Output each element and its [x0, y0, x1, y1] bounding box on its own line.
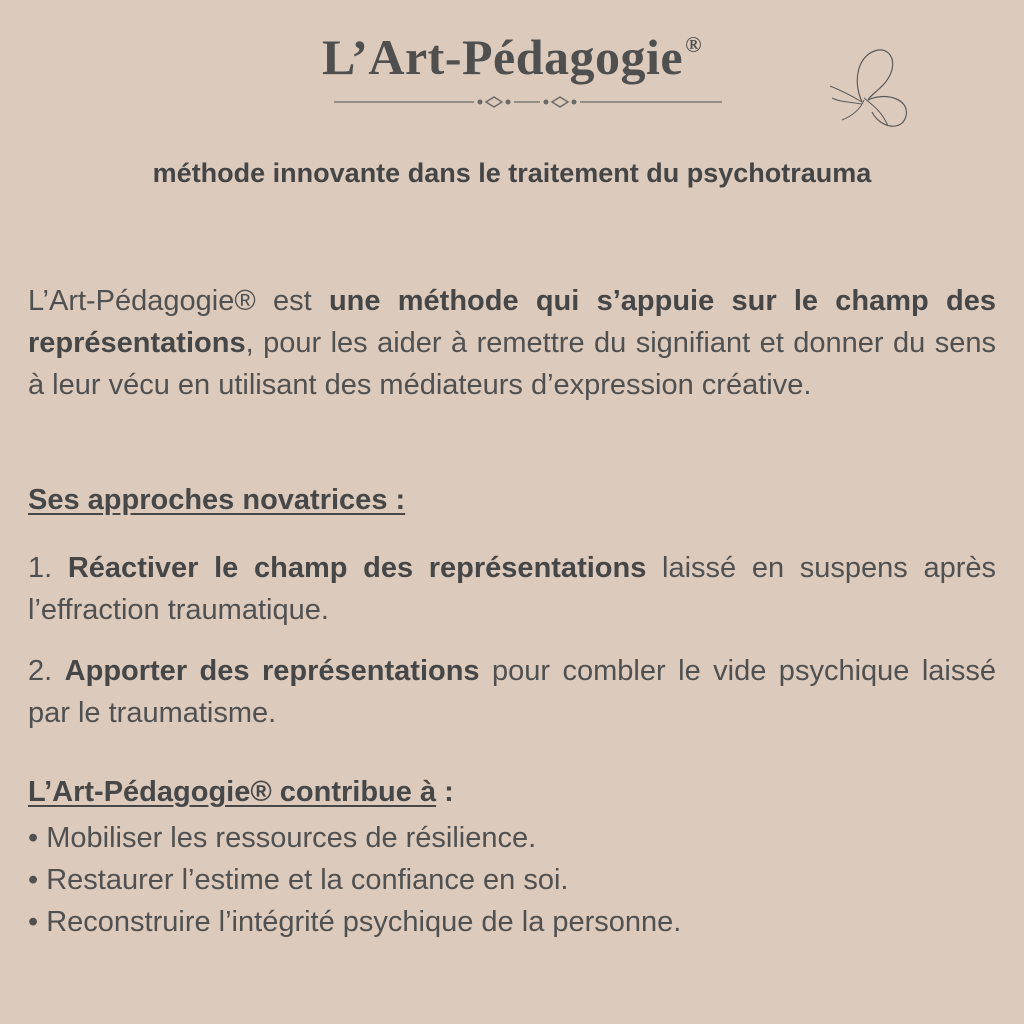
contributions-list [28, 817, 681, 943]
ornament-divider-icon [334, 92, 722, 112]
approach-bold-text: Apporter des représentations [64, 655, 480, 687]
list-item [28, 859, 681, 901]
approach-number: 2. [28, 655, 65, 687]
bullet-icon: • [28, 822, 39, 854]
approach-number: 1. [28, 552, 68, 584]
intro-paragraph [28, 280, 996, 406]
registered-mark: ® [685, 32, 703, 57]
list-item-text: Mobiliser les ressources de résilience. [46, 822, 537, 854]
approach-text: pour combler le vide psychique laissé par le traumatisme. [28, 655, 996, 729]
butterfly-icon [822, 40, 918, 136]
list-item [28, 817, 681, 859]
intro-text-2: , pour les aider à remettre du signifiant et donner du sens à leur vécu en utilisant des médiateurs d’expression créative. [28, 327, 996, 401]
list-item-text: Reconstruire l’intégrité psychique de la personne. [46, 906, 682, 938]
approach-item-2 [28, 650, 996, 734]
bullet-icon: • [28, 864, 39, 896]
subtitle: méthode innovante dans le traitement du psychotrauma [152, 158, 872, 188]
intro-bold-text: une méthode qui s’appuie sur le champ des représentations [28, 285, 996, 359]
contributions-heading [28, 776, 454, 809]
title-text: L’Art-Pédagogie [321, 29, 684, 85]
approach-text: laissé en suspens après l’effraction traumatique. [28, 552, 996, 626]
approaches-heading [28, 484, 405, 517]
approach-bold-text: Réactiver le champ des représentations [67, 552, 647, 584]
bullet-icon: • [28, 906, 39, 938]
approach-item-1 [28, 547, 996, 631]
approaches-heading-text: Ses approches novatrices : [28, 484, 406, 516]
list-item-text: Restaurer l’estime et la confiance en soi. [46, 864, 569, 896]
contributions-heading-suffix: : [436, 776, 454, 808]
list-item [28, 901, 681, 943]
contributions-heading-text: L’Art-Pédagogie® contribue à [28, 776, 437, 808]
intro-text-1: L’Art-Pédagogie® est [28, 285, 329, 317]
